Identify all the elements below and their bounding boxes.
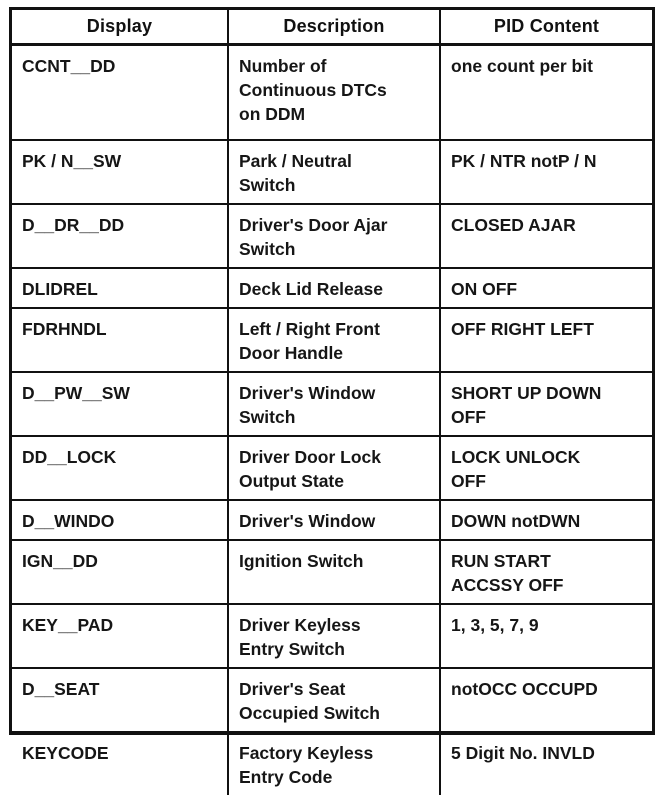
table-row (12, 436, 652, 500)
header-display: Display (12, 10, 228, 44)
cell-description (228, 44, 440, 140)
pid-text: DOWN notDWN (451, 511, 581, 531)
cell-description (228, 268, 440, 308)
cell-description (228, 308, 440, 372)
cell-pid (440, 308, 652, 372)
pid-text: PK / NTR notP / N (451, 151, 597, 171)
pid-text: one count per bit (451, 55, 593, 76)
cell-description (228, 204, 440, 268)
cell-pid (440, 436, 652, 500)
display-text: PK / N__SW (22, 151, 122, 171)
description-text: Driver's Window (239, 511, 376, 531)
cell-pid (440, 668, 652, 732)
cell-display (12, 500, 228, 540)
pid-text: ON OFF (451, 279, 518, 299)
cell-display (12, 140, 228, 204)
display-text: DLIDREL (22, 279, 98, 299)
table-row (12, 268, 652, 308)
pid-text: OFF RIGHT LEFT (451, 319, 594, 339)
cell-display (12, 268, 228, 308)
cell-description (228, 500, 440, 540)
header-pid-content: PID Content (440, 10, 652, 44)
cell-display (12, 540, 228, 604)
cell-pid (440, 140, 652, 204)
display-text: FDRHNDL (22, 319, 107, 339)
table-row (12, 372, 652, 436)
description-text: Driver's Door Ajar Switch (239, 215, 388, 259)
table-row (12, 308, 652, 372)
description-text: Left / Right Front Door Handle (239, 319, 380, 363)
description-text: Deck Lid Release (239, 279, 383, 299)
description-text: Ignition Switch (239, 551, 364, 571)
table-row (12, 500, 652, 540)
description-text: Driver Keyless Entry Switch (239, 615, 361, 659)
cell-display (12, 732, 228, 795)
cell-pid (440, 44, 652, 140)
pid-text: SHORT UP DOWN OFF (451, 383, 602, 427)
cell-pid (440, 268, 652, 308)
table-row (12, 140, 652, 204)
pid-text: RUN START ACCSSY OFF (451, 551, 564, 595)
cell-pid (440, 540, 652, 604)
header-description: Description (228, 10, 440, 44)
cell-description (228, 540, 440, 604)
cell-pid (440, 604, 652, 668)
display-text: IGN__DD (22, 551, 98, 571)
display-text: D__PW__SW (22, 383, 130, 403)
cell-pid (440, 732, 652, 795)
display-text: D__DR__DD (22, 215, 125, 235)
description-text: Driver Door Lock Output State (239, 447, 381, 491)
cell-description (228, 372, 440, 436)
cell-description (228, 436, 440, 500)
table-row (12, 540, 652, 604)
cell-display (12, 668, 228, 732)
description-text: Park / Neutral Switch (239, 151, 352, 195)
cell-display (12, 44, 228, 140)
pid-text: notOCC OCCUPD (451, 679, 598, 699)
display-text: DD__LOCK (22, 447, 117, 467)
table-row (12, 44, 652, 140)
table-row (12, 668, 652, 732)
display-text: D__SEAT (22, 679, 100, 699)
display-text: KEY__PAD (22, 615, 114, 635)
cell-description (228, 140, 440, 204)
cell-description (228, 732, 440, 795)
pid-text: 5 Digit No. INVLD (451, 743, 595, 763)
table-row (12, 604, 652, 668)
display-text: D__WINDO (22, 511, 115, 531)
description-text: Driver's Seat Occupied Switch (239, 679, 380, 723)
table-row (12, 204, 652, 268)
pid-table (12, 10, 652, 795)
cell-description (228, 604, 440, 668)
cell-description (228, 668, 440, 732)
cell-pid (440, 204, 652, 268)
cell-display (12, 604, 228, 668)
pid-table-frame (9, 7, 655, 787)
cell-pid (440, 372, 652, 436)
cell-display (12, 372, 228, 436)
pid-text: 1, 3, 5, 7, 9 (451, 615, 539, 635)
cell-display (12, 204, 228, 268)
pid-text: CLOSED AJAR (451, 215, 576, 235)
display-text: CCNT__DD (22, 55, 116, 76)
cell-display (12, 436, 228, 500)
table-row (12, 732, 652, 795)
cell-display (12, 308, 228, 372)
display-text: KEYCODE (22, 743, 109, 763)
description-text: Number of Continuous DTCs on DDM (239, 55, 387, 124)
description-text: Driver's Window Switch (239, 383, 376, 427)
cell-pid (440, 500, 652, 540)
description-text: Factory Keyless Entry Code (239, 743, 374, 787)
table-header-row (12, 10, 652, 44)
pid-text: LOCK UNLOCK OFF (451, 447, 581, 491)
